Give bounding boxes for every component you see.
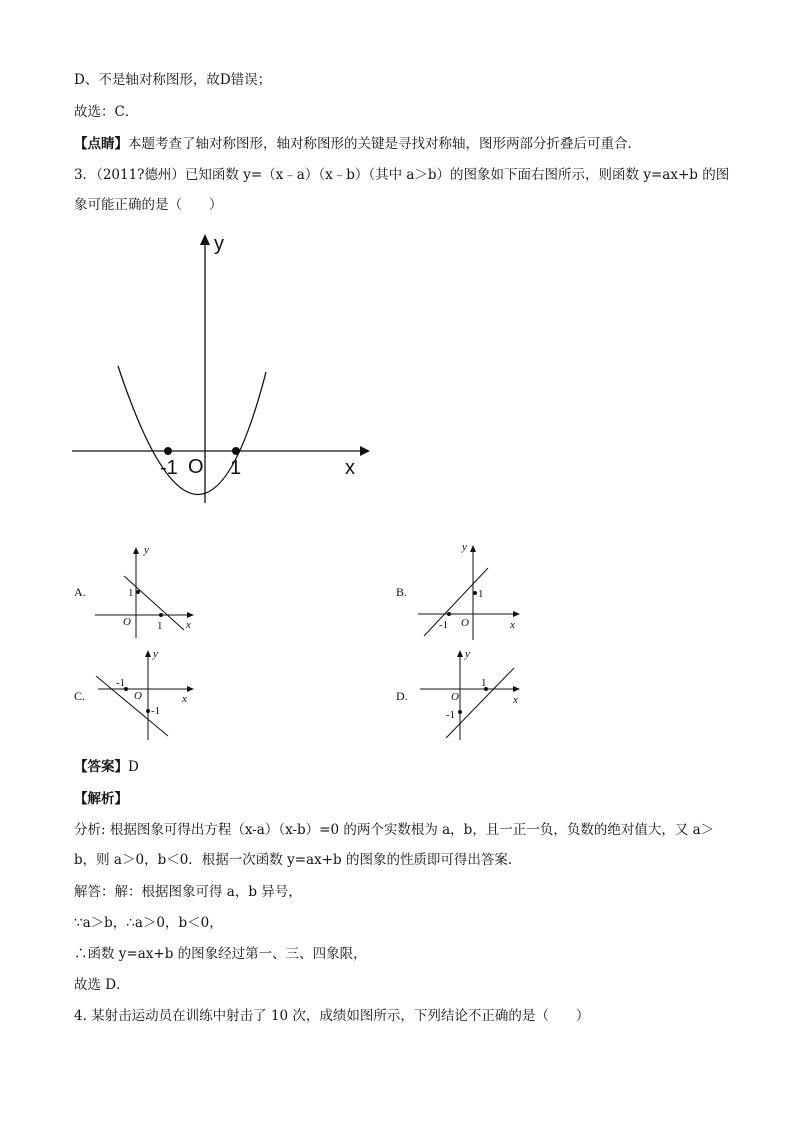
text-line: D、不是轴对称图形，故D错误； [74, 72, 272, 88]
x-axis-arrow [187, 612, 194, 618]
origin-label: O [188, 456, 204, 478]
point [458, 710, 462, 714]
y-axis-label: y [465, 648, 470, 660]
question-4: 4. 某射击运动员在训练中射击了 10 次，成绩如图所示，下列结论不正确的是（ ） [74, 1008, 590, 1024]
text-line [74, 132, 641, 152]
analysis-heading [74, 787, 128, 807]
tick-label: -1 [116, 677, 126, 689]
function-line [424, 568, 488, 636]
root-right-label: 1 [230, 457, 242, 479]
option-c-label: C. [74, 689, 86, 703]
function-line [124, 576, 184, 630]
point [473, 591, 477, 595]
option-a-graph [90, 540, 200, 640]
y-axis-label: y [214, 233, 224, 255]
parabola-graph [60, 225, 390, 515]
question-3-line1: 3．（2011?德州）已知函数 y=（x﹣a）（x﹣b）（其中 a＞b）的图象如下面右图所示，则函数 y=ax+b 的图 [74, 167, 730, 183]
origin-label: O [123, 616, 131, 628]
origin-label: O [451, 691, 459, 703]
x-axis-label: x [182, 693, 187, 705]
tick-label: -1 [151, 705, 161, 717]
option-a-label: A. [74, 585, 86, 599]
text-line: 故选：C． [74, 104, 139, 120]
text-line: 分析: 根据图象可得出方程（x-a）（x-b）=0 的两个实数根为 a，b，且一正一负，负数的绝对值大，又 a＞ [74, 822, 715, 838]
point [447, 612, 451, 616]
question-3-line2: 象可能正确的是（ ） [74, 197, 223, 213]
option-b-graph [410, 538, 530, 640]
point [136, 590, 140, 594]
y-axis-label: y [144, 544, 149, 556]
option-d-label: D. [396, 689, 408, 703]
text-content: 本题考查了轴对称图形，轴对称图形的关键是寻找对称轴，图形两部分折叠后可重合． [128, 136, 641, 152]
tick-label: 1 [478, 588, 484, 600]
option-d-graph [410, 643, 530, 743]
y-axis-arrow [145, 650, 151, 657]
option-c-graph [90, 643, 200, 743]
x-axis-label: x [510, 619, 515, 631]
point [146, 709, 150, 713]
point [159, 613, 163, 617]
y-axis-label: y [153, 648, 158, 660]
tick-label: 1 [128, 587, 134, 599]
root-right-point [232, 447, 240, 455]
x-axis-arrow [360, 446, 370, 456]
y-axis-arrow [133, 547, 139, 554]
tick-label: -1 [439, 619, 449, 631]
y-axis-arrow [200, 234, 210, 245]
tick-label: -1 [446, 709, 456, 721]
x-axis-label: x [186, 619, 191, 631]
root-left-point [164, 447, 172, 455]
section-tag: 【点睛】 [74, 136, 128, 152]
x-axis-arrow [187, 686, 194, 692]
option-b-label: B. [396, 585, 408, 599]
origin-label: O [461, 617, 469, 629]
y-axis-label: y [462, 541, 467, 553]
tick-label: 1 [481, 677, 487, 689]
answer-tag: 【答案】 [74, 759, 128, 775]
y-axis-arrow [457, 650, 463, 657]
text-line: 故选 D． [74, 977, 130, 993]
text-line: b，则 a＞0，b＜0．根据一次函数 y=ax+b 的图象的性质即可得出答案． [74, 852, 522, 868]
answer-line [74, 755, 139, 775]
x-axis-arrow [513, 611, 520, 617]
y-axis-arrow [470, 545, 476, 552]
tick-label: 1 [157, 620, 163, 632]
function-line [446, 668, 514, 738]
x-axis-label: x [513, 694, 518, 706]
text-line: 解答：解：根据图象可得 a，b 异号， [74, 884, 302, 900]
text-line: ∴函数 y=ax+b 的图象经过第一、三、四象限， [74, 946, 367, 962]
origin-label: O [134, 690, 142, 702]
root-left-label: -1 [160, 457, 178, 479]
answer-value: D [128, 759, 139, 775]
x-axis-arrow [513, 686, 520, 692]
text-line: ∵a＞b，∴a＞0，b＜0， [74, 915, 223, 931]
x-axis-label: x [345, 457, 355, 479]
analysis-tag: 【解析】 [74, 791, 128, 807]
